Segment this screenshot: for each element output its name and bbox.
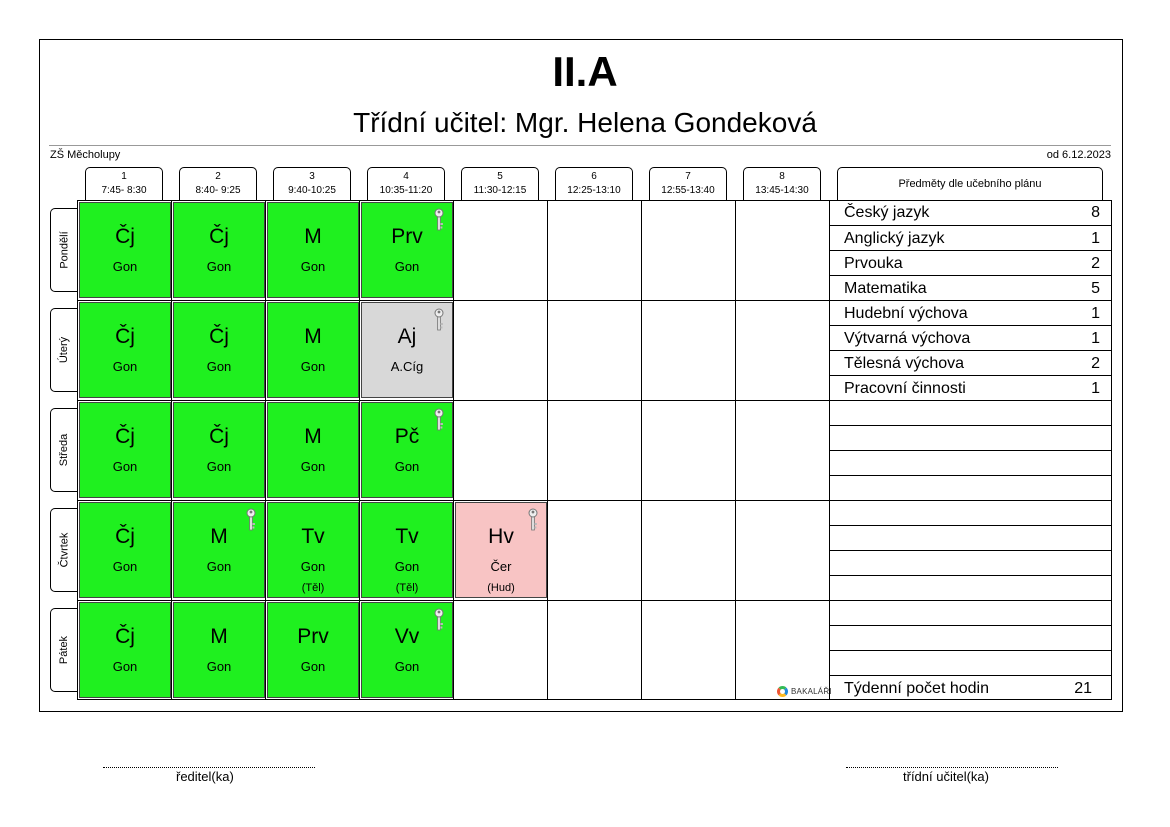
subjects-panel-header: Předměty dle učebního plánu [837,167,1103,200]
subject-row-empty [830,425,1112,450]
subject-row-empty [830,450,1112,475]
subject-row [830,350,1112,375]
lesson-subject: M [304,325,322,348]
period-header-6: 6 12:25-13:10 [555,167,633,200]
lesson-teacher: Gon [112,559,138,574]
subject-name: Prvouka [844,255,903,272]
period-header-3: 3 9:40-10:25 [273,167,351,200]
lesson-subject: Čj [209,225,229,248]
lesson-cell[interactable] [361,402,453,498]
lesson-teacher: Gon [394,459,420,474]
lesson-subject: Pč [394,425,420,448]
day-label-friday: Pátek [50,608,78,692]
logo-text: BAKALÁŘI [791,686,832,696]
lesson-subject: Hv [488,525,514,548]
period-header-1: 1 7:45- 8:30 [85,167,163,200]
lesson-subject: Čj [115,625,135,648]
lesson-subject: Tv [395,525,419,548]
lesson-teacher: Gon [300,559,326,574]
subject-name: Pracovní činnosti [844,380,966,397]
grid-row-line [77,600,830,601]
lesson-cell[interactable] [267,502,359,598]
lesson-cell[interactable] [267,202,359,298]
weekly-total-row [830,675,1112,700]
lesson-teacher: Gon [394,659,420,674]
lesson-cell[interactable] [173,402,265,498]
lesson-subject: Prv [391,225,423,248]
key-icon [433,208,445,232]
lesson-teacher: Gon [112,659,138,674]
period-header-7: 7 12:55-13:40 [649,167,727,200]
lesson-teacher: Gon [206,659,232,674]
lesson-subject: M [304,425,322,448]
grid-column-line [359,200,360,700]
lesson-subject: M [304,225,322,248]
class-teacher-title: Třídní učitel: Mgr. Helena Gondeková [353,107,817,138]
period-header-5: 5 11:30-12:15 [461,167,539,200]
subject-row-empty [830,600,1112,625]
key-icon [527,508,539,532]
key-icon [433,408,445,432]
lesson-cell[interactable] [267,602,359,698]
lesson-room: (Hud) [487,582,515,594]
lesson-cell[interactable] [361,502,453,598]
period-header-8: 8 13:45-14:30 [743,167,821,200]
valid-from-date: od 6.12.2023 [1046,149,1111,161]
grid-column-line [547,200,548,700]
lesson-cell[interactable] [267,402,359,498]
subject-hours: 1 [1091,230,1100,247]
grid-row-line [77,300,830,301]
signature-line-teacher [846,767,1058,768]
lesson-teacher: Gon [112,259,138,274]
subject-name: Tělesná výchova [844,355,965,372]
day-label-monday: Pondělí [50,208,78,292]
header-divider [49,145,1111,146]
key-icon [433,308,445,332]
subject-row-empty [830,475,1112,500]
subject-row-empty [830,400,1112,425]
subject-hours: 5 [1091,280,1100,297]
lesson-teacher: Čer [490,559,512,574]
subject-hours: 2 [1091,255,1100,272]
lesson-teacher: Gon [206,259,232,274]
grid-row-line [77,400,830,401]
subject-row [830,200,1112,225]
lesson-cell[interactable] [79,302,171,398]
lesson-subject: M [210,525,228,548]
class-title: II.A [552,48,618,95]
subject-hours: 1 [1091,330,1100,347]
bakalari-logo [777,684,832,698]
grid-column-line [735,200,736,700]
grid-column-line [453,200,454,700]
lesson-teacher: Gon [300,459,326,474]
subject-row-empty [830,500,1112,525]
lesson-subject: Čj [115,225,135,248]
lesson-teacher: Gon [112,459,138,474]
subject-row-empty [830,625,1112,650]
subject-name: Český jazyk [844,204,930,221]
lesson-subject: Čj [115,525,135,548]
period-header-2: 2 8:40- 9:25 [179,167,257,200]
lesson-cell[interactable] [361,602,453,698]
lesson-cell[interactable] [79,202,171,298]
subject-name: Anglický jazyk [844,230,945,247]
lesson-cell[interactable] [361,202,453,298]
lesson-teacher: Gon [206,559,232,574]
lesson-teacher: Gon [394,559,420,574]
weekly-total-label: Týdenní počet hodin [844,680,989,697]
day-label-thursday: Čtvrtek [50,508,78,592]
lesson-cell[interactable] [267,302,359,398]
lesson-teacher: A.Cíg [390,359,424,374]
bakalari-logo-icon [777,686,788,697]
grid-column-line [265,200,266,700]
lesson-cell[interactable] [79,502,171,598]
subject-hours: 1 [1091,305,1100,322]
grid-column-line [641,200,642,700]
subject-row [830,375,1112,400]
signature-label-director: ředitel(ka) [176,769,234,784]
subject-row [830,300,1112,325]
subject-row [830,325,1112,350]
lesson-subject: Prv [297,625,329,648]
subject-hours: 1 [1091,380,1100,397]
lesson-cell[interactable] [173,502,265,598]
lesson-cell[interactable] [173,602,265,698]
lesson-subject: Vv [394,625,420,648]
lesson-teacher: Gon [300,259,326,274]
grid-row-line [77,500,830,501]
subject-row [830,225,1112,250]
subject-row [830,250,1112,275]
subject-hours: 2 [1091,355,1100,372]
lesson-cell[interactable] [79,602,171,698]
lesson-room: (Těl) [395,582,419,594]
lesson-teacher: Gon [300,359,326,374]
lesson-subject: M [210,625,228,648]
subject-row-empty [830,550,1112,575]
lesson-subject: Čj [115,325,135,348]
lesson-cell[interactable] [455,502,547,598]
subject-name: Výtvarná výchova [844,330,971,347]
signature-line-director [103,767,315,768]
lesson-cell[interactable] [173,302,265,398]
subject-row-empty [830,650,1112,675]
lesson-subject: Čj [115,425,135,448]
weekly-total-value: 21 [1074,680,1092,697]
period-header-4: 4 10:35-11:20 [367,167,445,200]
key-icon [245,508,257,532]
grid-column-line [171,200,172,700]
school-name: ZŠ Měcholupy [50,149,121,161]
lesson-room: (Těl) [301,582,325,594]
day-label-wednesday: Středa [50,408,78,492]
lesson-subject: Tv [301,525,325,548]
lesson-cell[interactable] [173,202,265,298]
subject-row-empty [830,525,1112,550]
lesson-subject: Čj [209,325,229,348]
key-icon [433,608,445,632]
day-label-tuesday: Úterý [50,308,78,392]
lesson-cell[interactable] [361,302,453,398]
lesson-teacher: Gon [300,659,326,674]
signature-label-teacher: třídní učitel(ka) [903,769,989,784]
lesson-subject: Čj [209,425,229,448]
lesson-teacher: Gon [206,459,232,474]
lesson-teacher: Gon [206,359,232,374]
lesson-teacher: Gon [394,259,420,274]
lesson-cell[interactable] [79,402,171,498]
subject-row-empty [830,575,1112,600]
subject-name: Matematika [844,280,927,297]
lesson-subject: Aj [397,325,417,348]
subject-hours: 8 [1091,204,1100,221]
lesson-teacher: Gon [112,359,138,374]
subject-name: Hudební výchova [844,305,968,322]
subject-row [830,275,1112,300]
